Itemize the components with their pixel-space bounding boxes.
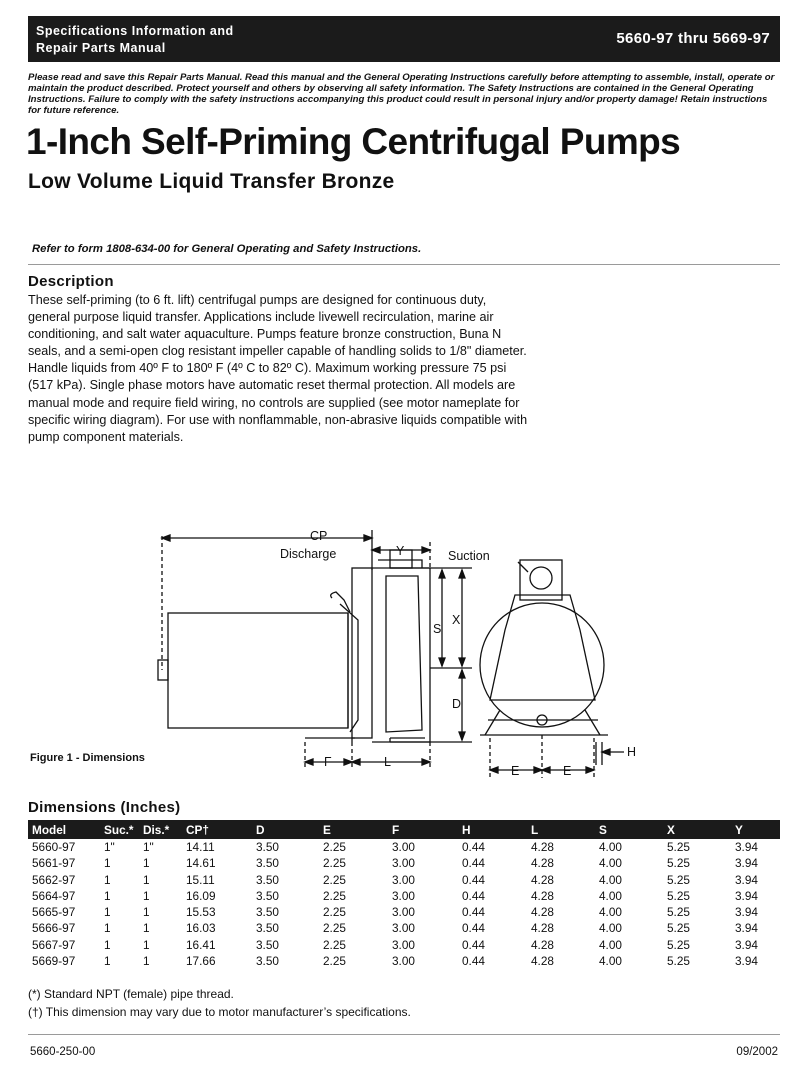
table-row bbox=[28, 839, 780, 855]
header-bar bbox=[28, 16, 780, 62]
table-cell: 1 bbox=[143, 856, 150, 871]
table-cell: 5.25 bbox=[667, 840, 690, 854]
table-row bbox=[28, 920, 780, 936]
table-cell: 2.25 bbox=[323, 937, 346, 952]
label-e-left: E bbox=[511, 764, 520, 778]
table-cell: 5.25 bbox=[667, 937, 690, 952]
table-cell: 3.00 bbox=[392, 905, 415, 920]
table-cell: 1 bbox=[143, 921, 150, 936]
column-header: X bbox=[663, 820, 731, 839]
table-cell: 5.25 bbox=[667, 888, 690, 903]
table-cell: 0.44 bbox=[462, 888, 485, 903]
header-title bbox=[36, 23, 234, 57]
table-cell: 3.94 bbox=[735, 872, 758, 887]
figure-caption: Figure 1 - Dimensions bbox=[30, 752, 145, 764]
table-cell: 4.28 bbox=[531, 840, 554, 854]
table-cell: 0.44 bbox=[462, 905, 485, 920]
table-cell: 1 bbox=[104, 856, 111, 871]
table-notes bbox=[28, 985, 411, 1021]
publication-date: 09/2002 bbox=[736, 1046, 778, 1058]
table-cell: 3.50 bbox=[256, 888, 279, 903]
table-cell: 3.00 bbox=[392, 872, 415, 887]
table-cell: 3.50 bbox=[256, 921, 279, 936]
table-cell: 3.00 bbox=[392, 954, 415, 969]
table-cell: 1 bbox=[104, 921, 111, 936]
description-text: These self-priming (to 6 ft. lift) centrifugal pumps are designed for continuous duty, general purpose liquid transfer. Applications include livewell recirculation, marine air conditioning, and salt water aquaculture. Pumps feature bronze construction, Buna N seals, and a semi-open clog resistant impeller capable of handling solids to 1/8" diameter. Handle liquids from 40º F to 180º F (4º C to 82º C). Maximum working pressure 75 psi (517 kPa). Single phase motors have automatic reset thermal protection. All models are manual mode and require field wiring, no controls are supplied (see motor nameplate for specific wiring diagram). For use with nonflammable, non-abrasive liquids compatible with pump component materials. bbox=[28, 293, 528, 444]
table-cell: 3.00 bbox=[392, 921, 415, 936]
table-cell: 2.25 bbox=[323, 856, 346, 871]
safety-notice: Please read and save this Repair Parts Manual. Read this manual and the General Operating Instructions carefully before attempting to assemble, install, operate or maintain the product described. Protect yourself and others by observing all safety information. The Safety Instructions are contained in the General Operating Instructions. Failure to comply with the safety instructions accompanying this product could result in personal injury and/or property damage! Retain instructions for future reference. bbox=[28, 72, 775, 116]
table-cell: 1 bbox=[104, 905, 111, 920]
column-header: E bbox=[319, 820, 388, 839]
table-row bbox=[28, 937, 780, 953]
header-line-2: Repair Parts Manual bbox=[36, 41, 166, 55]
table-cell: 1 bbox=[143, 872, 150, 887]
column-header: S bbox=[595, 820, 663, 839]
table-cell: 5669-97 bbox=[32, 954, 76, 969]
table-cell: 17.66 bbox=[186, 954, 216, 969]
table-cell: 4.00 bbox=[599, 954, 622, 969]
divider bbox=[28, 264, 780, 265]
table-row bbox=[28, 855, 780, 871]
table-row bbox=[28, 888, 780, 904]
table-cell: 5661-97 bbox=[32, 856, 76, 871]
table-cell: 15.53 bbox=[186, 905, 216, 920]
table-cell: 1 bbox=[104, 954, 111, 969]
label-discharge: Discharge bbox=[280, 547, 337, 561]
table-cell: 4.00 bbox=[599, 856, 622, 871]
table-cell: 5.25 bbox=[667, 921, 690, 936]
label-y: Y bbox=[396, 544, 405, 558]
table-cell: 14.11 bbox=[186, 840, 215, 854]
table-cell: 5664-97 bbox=[32, 888, 76, 903]
page-title: 1-Inch Self-Priming Centrifugal Pumps bbox=[26, 121, 681, 162]
table-cell: 3.00 bbox=[392, 888, 415, 903]
table-cell: 3.50 bbox=[256, 905, 279, 920]
table-cell: 4.28 bbox=[531, 872, 554, 887]
table-cell: 4.00 bbox=[599, 872, 622, 887]
table-cell: 3.94 bbox=[735, 840, 758, 854]
label-s: S bbox=[433, 622, 442, 636]
column-header: Suc.* bbox=[100, 820, 139, 839]
table-cell: 0.44 bbox=[462, 921, 485, 936]
table-cell: 3.94 bbox=[735, 937, 758, 952]
table-cell: 0.44 bbox=[462, 872, 485, 887]
table-cell: 4.00 bbox=[599, 840, 622, 854]
header-model-range: 5660-97 thru 5669-97 bbox=[616, 30, 770, 47]
table-cell: 4.28 bbox=[531, 954, 554, 969]
table-cell: 3.94 bbox=[735, 954, 758, 969]
column-header: F bbox=[388, 820, 458, 839]
table-cell: 4.00 bbox=[599, 937, 622, 952]
table-cell: 1" bbox=[143, 840, 154, 854]
table-cell: 3.50 bbox=[256, 872, 279, 887]
table-cell: 3.94 bbox=[735, 905, 758, 920]
page-subtitle: Low Volume Liquid Transfer Bronze bbox=[28, 170, 395, 193]
note-motor: (†) This dimension may vary due to motor manufacturer’s specifications. bbox=[28, 1005, 411, 1019]
column-header: Y bbox=[731, 820, 780, 839]
table-cell: 4.28 bbox=[531, 856, 554, 871]
table-cell: 4.28 bbox=[531, 921, 554, 936]
table-cell: 3.94 bbox=[735, 921, 758, 936]
table-cell: 2.25 bbox=[323, 872, 346, 887]
table-cell: 5662-97 bbox=[32, 872, 76, 887]
table-cell: 0.44 bbox=[462, 856, 485, 871]
table-cell: 1 bbox=[104, 888, 111, 903]
table-cell: 4.00 bbox=[599, 905, 622, 920]
table-cell: 1 bbox=[143, 888, 150, 903]
table-cell: 5667-97 bbox=[32, 937, 76, 952]
table-cell: 5666-97 bbox=[32, 921, 76, 936]
table-cell: 1 bbox=[143, 937, 150, 952]
footer-divider bbox=[28, 1034, 780, 1035]
table-cell: 5665-97 bbox=[32, 905, 76, 920]
column-header: L bbox=[527, 820, 595, 839]
table-cell: 4.28 bbox=[531, 888, 554, 903]
table-cell: 3.50 bbox=[256, 856, 279, 871]
label-x: X bbox=[452, 613, 461, 627]
table-row bbox=[28, 953, 780, 969]
table-cell: 4.28 bbox=[531, 937, 554, 952]
table-cell: 16.41 bbox=[186, 937, 216, 952]
column-header: H bbox=[458, 820, 527, 839]
table-cell: 4.00 bbox=[599, 888, 622, 903]
table-cell: 16.03 bbox=[186, 921, 216, 936]
column-header: D bbox=[252, 820, 319, 839]
table-cell: 3.00 bbox=[392, 856, 415, 871]
table-cell: 1 bbox=[143, 954, 150, 969]
label-l: L bbox=[384, 755, 391, 769]
table-cell: 5.25 bbox=[667, 856, 690, 871]
description-heading: Description bbox=[28, 273, 114, 290]
dimensions-table bbox=[28, 820, 780, 969]
label-h: H bbox=[627, 745, 637, 759]
table-cell: 4.00 bbox=[599, 921, 622, 936]
table-cell: 3.00 bbox=[392, 840, 415, 854]
column-header: Dis.* bbox=[139, 820, 182, 839]
note-npt: (*) Standard NPT (female) pipe thread. bbox=[28, 987, 234, 1001]
header-line-1: Specifications Information and bbox=[36, 24, 234, 38]
table-cell: 15.11 bbox=[186, 872, 215, 887]
table-cell: 2.25 bbox=[323, 954, 346, 969]
table-cell: 2.25 bbox=[323, 888, 346, 903]
table-cell: 3.94 bbox=[735, 888, 758, 903]
table-cell: 2.25 bbox=[323, 905, 346, 920]
table-cell: 5.25 bbox=[667, 905, 690, 920]
label-e-right: E bbox=[563, 764, 572, 778]
form-number: 5660-250-00 bbox=[30, 1046, 96, 1058]
label-suction: Suction bbox=[448, 549, 490, 563]
table-cell: 16.09 bbox=[186, 888, 216, 903]
table-cell: 5660-97 bbox=[32, 840, 76, 854]
table-cell: 2.25 bbox=[323, 921, 346, 936]
table-row bbox=[28, 904, 780, 920]
table-cell: 3.50 bbox=[256, 937, 279, 952]
label-f: F bbox=[324, 755, 332, 769]
table-cell: 5.25 bbox=[667, 954, 690, 969]
table-row bbox=[28, 872, 780, 888]
table-cell: 0.44 bbox=[462, 954, 485, 969]
table-cell: 0.44 bbox=[462, 937, 485, 952]
table-cell: 4.28 bbox=[531, 905, 554, 920]
label-d: D bbox=[452, 697, 462, 711]
table-cell: 3.50 bbox=[256, 954, 279, 969]
table-cell: 1 bbox=[143, 905, 150, 920]
column-header: CP† bbox=[182, 820, 252, 839]
table-cell: 3.94 bbox=[735, 856, 758, 871]
table-cell: 3.50 bbox=[256, 840, 279, 854]
table-header-row bbox=[28, 820, 780, 839]
dimensions-heading: Dimensions (Inches) bbox=[28, 799, 181, 816]
table-cell: 0.44 bbox=[462, 840, 485, 854]
dimension-diagram bbox=[140, 520, 660, 790]
label-cp: CP bbox=[310, 529, 328, 543]
table-cell: 1 bbox=[104, 872, 111, 887]
table-cell: 1" bbox=[104, 840, 115, 854]
refer-note: Refer to form 1808-634-00 for General Operating and Safety Instructions. bbox=[32, 243, 422, 255]
table-cell: 2.25 bbox=[323, 840, 346, 854]
table-cell: 1 bbox=[104, 937, 111, 952]
table-cell: 3.00 bbox=[392, 937, 415, 952]
table-cell: 5.25 bbox=[667, 872, 690, 887]
column-header: Model bbox=[28, 820, 100, 839]
table-cell: 14.61 bbox=[186, 856, 216, 871]
